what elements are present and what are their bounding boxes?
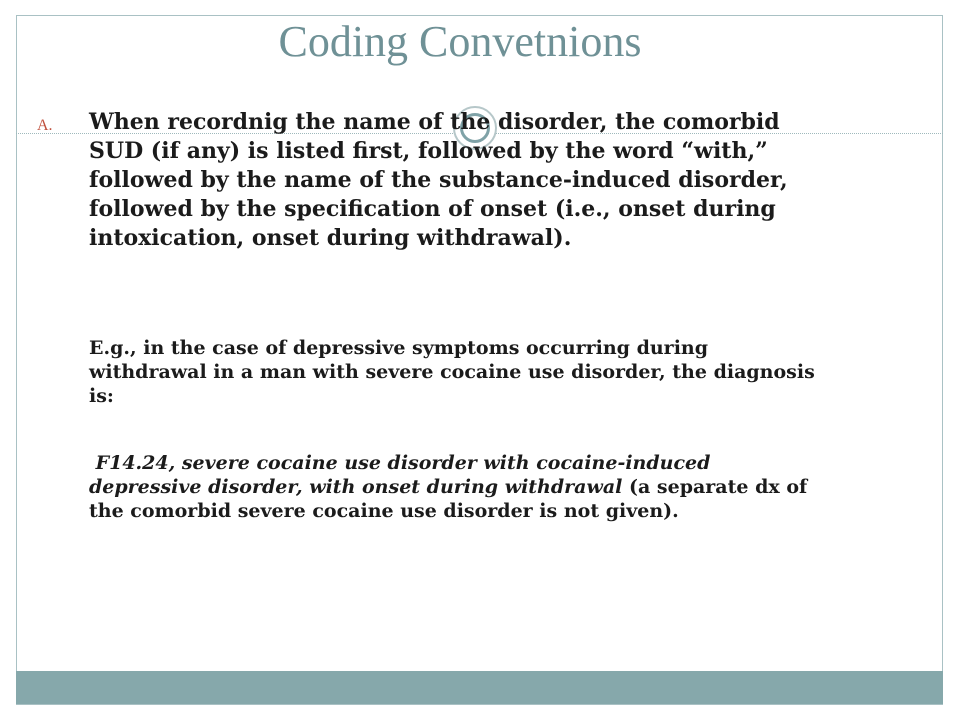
footer-bar: [16, 671, 943, 704]
diagnosis-note-text: (a separate dx of the comorbid severe cocaine use disorder is not given).: [89, 476, 808, 522]
main-paragraph: When recordnig the name of the disorder, the comorbid SUD (if any) is listed first, followed by the word “with,” followed by the name of the substance-induced disorder, followed by the specification of onset (i.e., onset during intoxication, onset during withdrawal).: [89, 109, 788, 251]
diagnosis-paragraph: [89, 451, 819, 523]
example-paragraph: E.g., in the case of depressive symptoms occurring during withdrawal in a man with severe cocaine use disorder, the diagnosis is:: [89, 337, 815, 407]
list-marker: A.: [37, 117, 53, 134]
diagnosis-code-text: F14.24, severe cocaine use disorder with cocaine-induced depressive disorder, with onset during withdrawal: [89, 452, 711, 498]
slide-title: Coding Convetnions: [278, 17, 642, 66]
